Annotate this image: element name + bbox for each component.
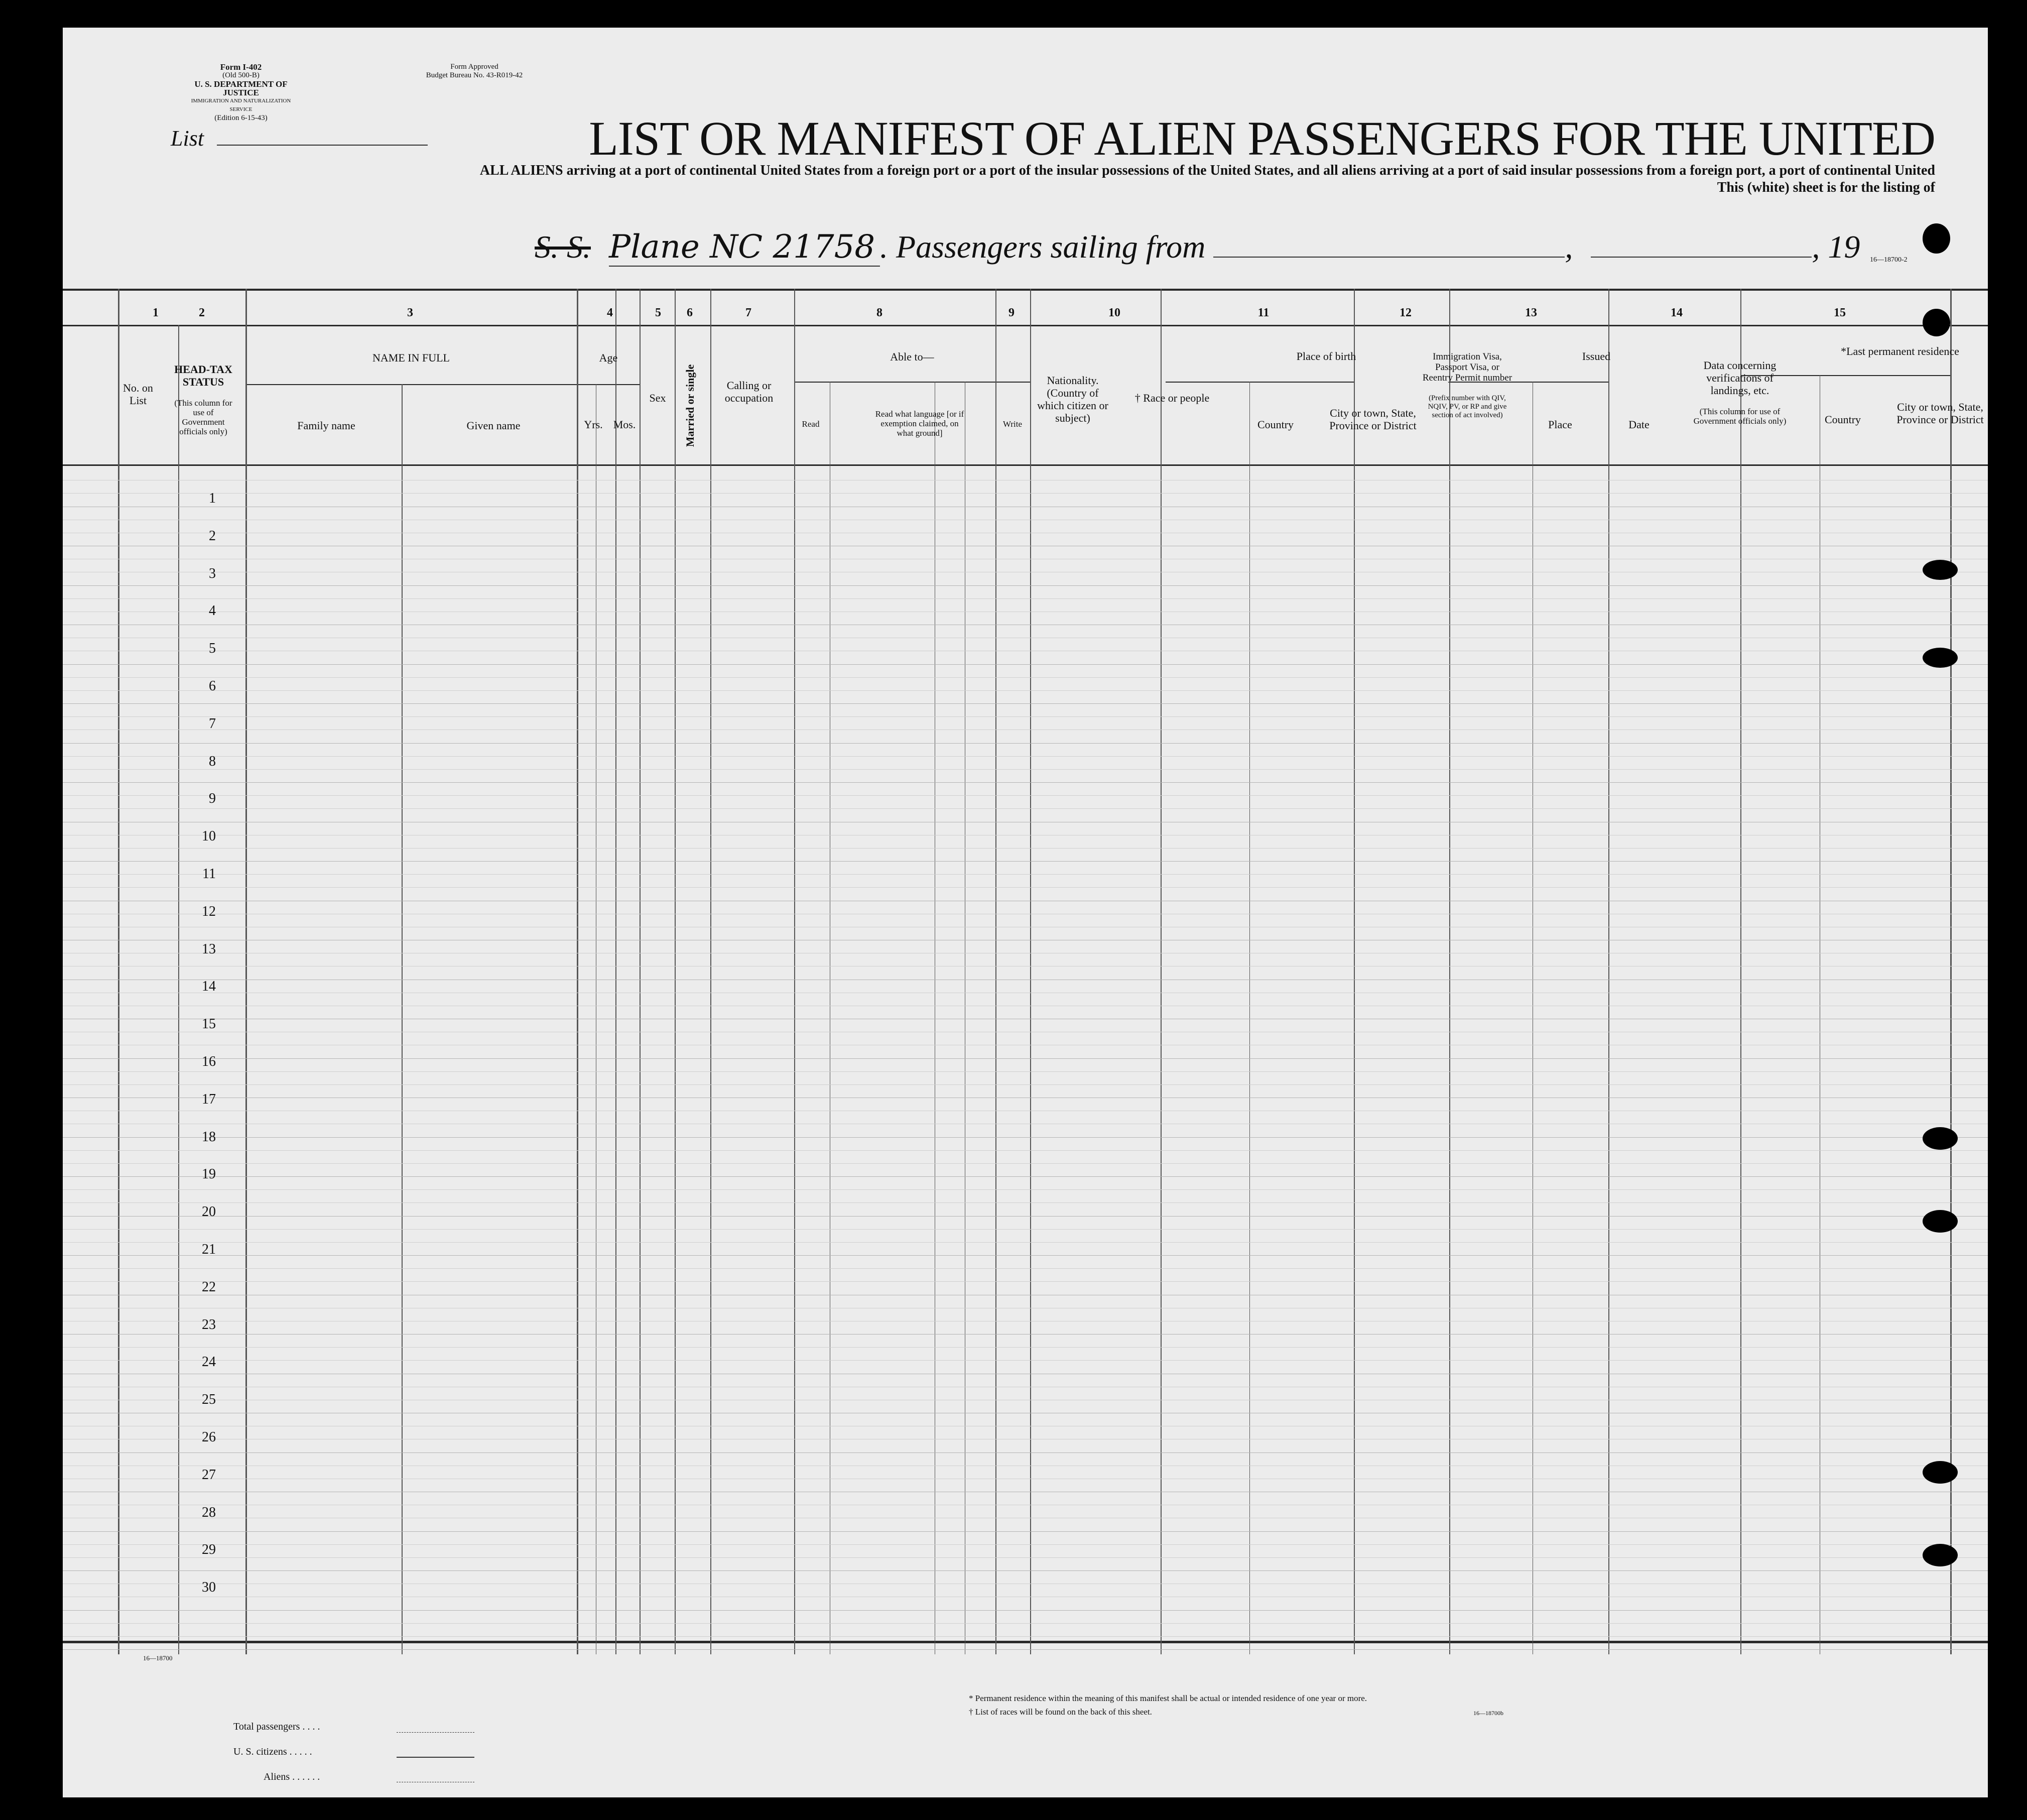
col-place-of-birth: Place of birth (1296, 350, 1356, 362)
col-head-tax: HEAD-TAX STATUS (174, 363, 232, 388)
row-number: 5 (209, 641, 216, 657)
row-rule (63, 1623, 1988, 1624)
us-citizens-label: U. S. citizens . . . . . (233, 1746, 312, 1757)
row-number: 28 (202, 1504, 216, 1520)
row-rule (63, 703, 1988, 704)
col-write: Write (1002, 419, 1023, 429)
edition: (Edition 6-15-43) (214, 114, 268, 122)
col-nationality: Nationality. (Country of which citizen or subject) (1037, 374, 1108, 424)
row-rule (63, 782, 1988, 783)
row-number: 17 (202, 1091, 216, 1107)
row-rule (63, 1058, 1988, 1059)
row-rule (63, 769, 1988, 770)
row-number: 23 (202, 1316, 216, 1332)
manifest-sheet (63, 28, 1988, 1797)
row-number: 30 (202, 1580, 216, 1596)
service: IMMIGRATION AND NATURALIZATION SERVICE (191, 98, 291, 112)
row-rule (63, 1189, 1988, 1190)
row-rule (63, 1281, 1988, 1282)
row-rule (63, 1360, 1988, 1361)
row-rule (63, 1202, 1988, 1203)
col-num-12: 12 (1400, 306, 1412, 319)
row-rule (63, 1216, 1988, 1217)
list-number-line (217, 145, 428, 146)
col-num-8: 8 (876, 306, 882, 319)
col-age-yrs: Yrs. (584, 418, 603, 431)
col-age-mos: Mos. (613, 418, 636, 431)
row-rule (63, 1268, 1988, 1269)
year-label: , 19 (1812, 229, 1860, 265)
instructions-line-2: This (white) sheet is for the listing of (1717, 180, 1935, 195)
row-rule (63, 1150, 1988, 1151)
row-rule (63, 1084, 1988, 1085)
col-head-tax-note: (This column for use of Government officials only) (174, 398, 232, 436)
col-num-2: 2 (199, 306, 205, 319)
ship-line (535, 228, 1860, 267)
row-number: 21 (202, 1242, 216, 1257)
row-number: 15 (202, 1016, 216, 1032)
col-num-11: 11 (1257, 306, 1270, 319)
col-num-14: 14 (1671, 306, 1683, 319)
birth-subheader-rule (1166, 382, 1354, 383)
footnote-permanent-residence: * Permanent residence within the meaning of this manifest shall be actual or intended residence of one year or more. (969, 1693, 1367, 1703)
sailing-comma: , (1565, 229, 1573, 265)
row-rule (63, 716, 1988, 717)
row-number: 25 (202, 1392, 216, 1408)
row-rule (63, 1544, 1988, 1545)
row-rule (63, 795, 1988, 796)
row-rule (63, 677, 1988, 678)
row-rule (63, 1649, 1988, 1650)
row-number: 1 (209, 491, 216, 506)
header-rule (63, 325, 1988, 326)
row-rule (63, 1163, 1988, 1164)
row-number: 12 (202, 903, 216, 919)
footer-code: 16—18700b (1473, 1710, 1503, 1717)
row-number: 20 (202, 1204, 216, 1220)
row-rule (63, 1347, 1988, 1348)
col-num-6: 6 (687, 306, 693, 319)
department: U. S. DEPARTMENT OF JUSTICE (194, 79, 288, 97)
row-rule (63, 1229, 1988, 1230)
row-rule (63, 887, 1988, 888)
binding-hole-mark (1923, 1210, 1958, 1233)
budget-number: Budget Bureau No. 43-R019-42 (426, 71, 523, 79)
col-issued-place: Place (1548, 418, 1572, 431)
col-no-on-list: No. on List (123, 382, 153, 407)
row-number: 4 (209, 603, 216, 619)
form-approved: Form Approved (450, 63, 498, 71)
row-number: 11 (202, 866, 216, 882)
row-rule (63, 1557, 1988, 1558)
col-num-1: 1 (153, 306, 159, 319)
row-number: 6 (209, 678, 216, 694)
col-num-7: 7 (745, 306, 751, 319)
binding-hole-mark (1923, 1461, 1958, 1484)
row-number: 16 (202, 1054, 216, 1069)
row-rule (63, 874, 1988, 875)
row-rule (63, 690, 1988, 691)
col-verifications-note: (This column for use of Government officials only) (1693, 407, 1787, 426)
col-issued-date: Date (1628, 418, 1650, 431)
corner-code: 16—18700-2 (1870, 256, 1908, 264)
row-number: 2 (209, 528, 216, 544)
col-birth-city: City or town, State, Province or District (1329, 407, 1417, 432)
ss-label: S. S. (535, 229, 591, 265)
col-married-or-single: Married or single (684, 364, 696, 447)
row-rule (63, 1255, 1988, 1256)
row-number: 24 (202, 1354, 216, 1370)
col-visa-note: (Prefix number with QIV, NQIV, PV, or RP and give section of act involved) (1428, 394, 1507, 419)
row-number: 10 (202, 828, 216, 844)
budget-info (389, 63, 560, 80)
table-top-rule (63, 289, 1988, 291)
total-passengers-line (397, 1732, 474, 1733)
row-rule (63, 493, 1988, 494)
binding-hole-mark (1923, 309, 1950, 336)
col-read: Read (802, 419, 820, 429)
row-rule (63, 1570, 1988, 1571)
instructions-line-1: ALL ALIENS arriving at a port of continental United States from a foreign port or a port of the insular possessions of the United States, and all aliens arriving at a port of said insular possessions from a foreign port, a port of continental United (479, 163, 1935, 178)
page-title: LIST OR MANIFEST OF ALIEN PASSENGERS FOR THE UNITED (589, 111, 1935, 165)
body-rule (63, 464, 1988, 466)
column-rule (402, 384, 403, 1654)
col-race: † Race or people (1134, 392, 1210, 404)
row-number: 3 (209, 565, 216, 581)
col-num-4: 4 (607, 306, 613, 319)
col-residence-country: Country (1824, 413, 1861, 426)
row-rule (63, 1531, 1988, 1532)
row-number: 29 (202, 1542, 216, 1558)
row-rule (63, 861, 1988, 862)
col-age: Age (599, 351, 618, 364)
row-number: 19 (202, 1166, 216, 1182)
col-able-to: Able to— (890, 350, 934, 363)
row-rule (63, 808, 1988, 809)
bottom-code: 16—18700 (143, 1654, 173, 1662)
col-birth-country: Country (1257, 418, 1294, 431)
col-read-language: Read what language [or if exemption claimed, on what ground] (875, 409, 964, 438)
col-num-3: 3 (407, 306, 413, 319)
binding-hole-mark (1923, 223, 1950, 254)
binding-hole-mark (1923, 560, 1958, 580)
col-num-15: 15 (1834, 306, 1846, 319)
us-citizens-line (397, 1757, 474, 1758)
row-rule (63, 585, 1988, 586)
form-number: Form I-402 (220, 62, 262, 72)
instructions (480, 162, 1935, 196)
footnote-races: † List of races will be found on the back of this sheet. (969, 1707, 1152, 1717)
column-rule (178, 325, 179, 1654)
col-name-in-full: NAME IN FULL (372, 351, 450, 364)
row-rule (63, 664, 1988, 665)
row-rule (63, 1242, 1988, 1243)
row-number: 26 (202, 1429, 216, 1445)
row-rule (63, 1610, 1988, 1611)
list-field (171, 126, 428, 151)
row-number: 9 (209, 791, 216, 807)
row-number: 13 (202, 941, 216, 957)
col-family-name: Family name (297, 419, 355, 432)
row-number: 27 (202, 1467, 216, 1483)
col-residence-city: City or town, State, Province or District (1896, 401, 1984, 426)
col-issued: Issued (1582, 350, 1611, 362)
sailing-port-line (1213, 257, 1565, 258)
row-number: 22 (202, 1279, 216, 1295)
row-rule (63, 1452, 1988, 1453)
col-sex: Sex (649, 392, 666, 404)
col-num-5: 5 (655, 306, 661, 319)
row-number: 8 (209, 753, 216, 769)
col-verifications: Data concerning verifications of landings, etc. (1703, 359, 1777, 397)
row-rule (63, 1636, 1988, 1637)
col-visa: Immigration Visa, Passport Visa, or Reentry Permit number (1422, 351, 1512, 383)
col-calling: Calling or occupation (724, 379, 774, 404)
row-rule (63, 756, 1988, 757)
table-bottom-rule (63, 1641, 1988, 1643)
form-info (183, 63, 299, 123)
sailing-date-line (1591, 257, 1812, 258)
row-rule (63, 1176, 1988, 1177)
row-number: 18 (202, 1129, 216, 1145)
col-num-10: 10 (1108, 306, 1120, 319)
row-number: 7 (209, 715, 216, 732)
sailing-label: . Passengers sailing from (880, 229, 1206, 265)
total-passengers-label: Total passengers . . . . (233, 1721, 320, 1732)
binding-hole-mark (1923, 1127, 1958, 1150)
col-last-residence: *Last permanent residence (1841, 345, 1959, 357)
binding-hole-mark (1923, 1544, 1958, 1566)
row-rule (63, 1071, 1988, 1072)
ship-name-handwritten: Plane NC 21758 (609, 228, 880, 267)
col-num-13: 13 (1525, 306, 1537, 319)
binding-hole-mark (1923, 648, 1958, 668)
col-num-9: 9 (1008, 306, 1015, 319)
row-rule (63, 1137, 1988, 1138)
list-label: List (171, 126, 204, 151)
row-rule (63, 743, 1988, 744)
col-given-name: Given name (466, 419, 521, 432)
row-rule (63, 598, 1988, 599)
row-number: 14 (202, 979, 216, 995)
aliens-label: Aliens . . . . . . (264, 1771, 320, 1782)
form-old-number: (Old 500-B) (222, 71, 260, 79)
